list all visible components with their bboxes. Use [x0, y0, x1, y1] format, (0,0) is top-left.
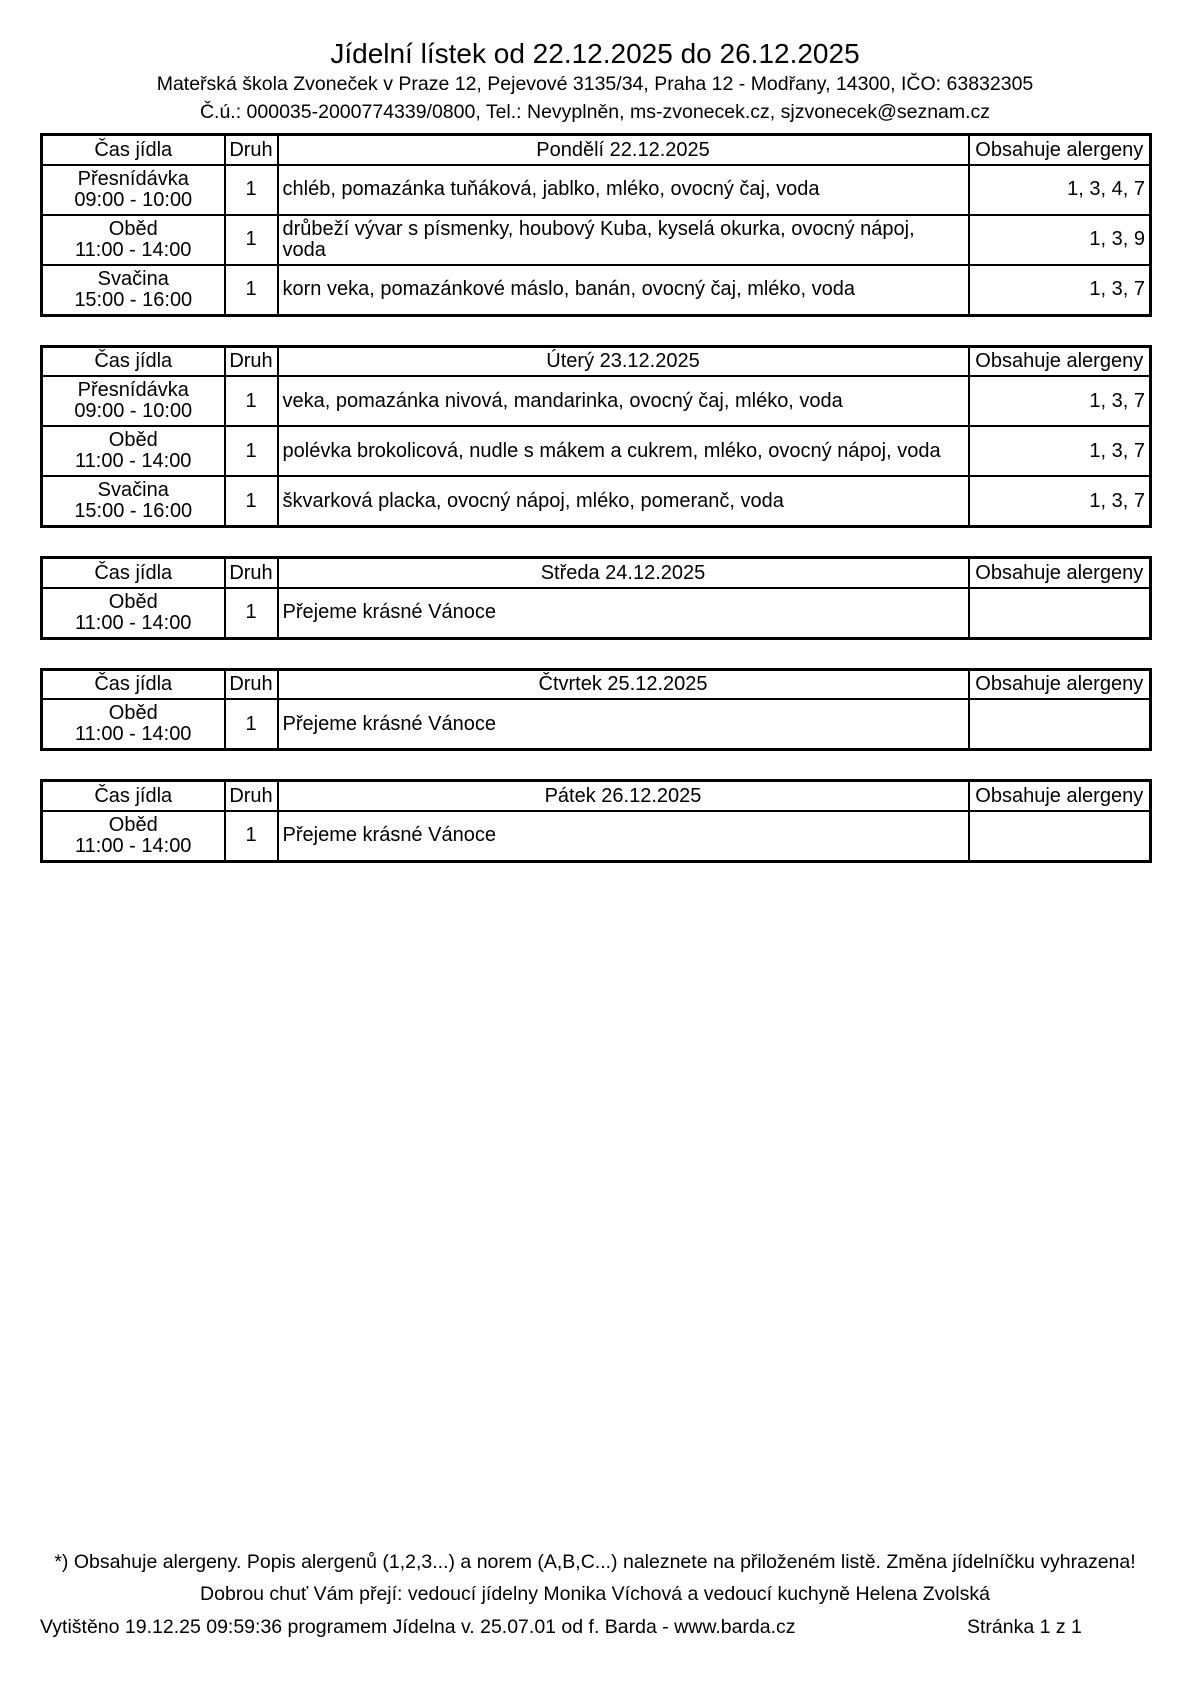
meal-row: [42, 699, 1151, 750]
day-table: [40, 779, 1152, 863]
meal-name: Oběd: [108, 590, 158, 613]
meal-time: 11:00 - 14:00: [75, 834, 192, 857]
meal-time-cell: [42, 215, 225, 265]
meal-type-cell: 1: [225, 265, 278, 316]
meal-time: 15:00 - 16:00: [74, 288, 193, 311]
col-header-allergens: Obsahuje alergeny: [969, 558, 1151, 588]
meal-type-cell: 1: [225, 699, 278, 750]
meal-name: Oběd: [108, 813, 158, 836]
meal-name: Svačina: [97, 479, 169, 501]
day-header-row: [42, 781, 1151, 811]
col-header-time: Čas jídla: [42, 669, 225, 699]
meal-time: 11:00 - 14:00: [75, 611, 192, 634]
day-header-row: [42, 346, 1151, 376]
meal-allergens-cell: [969, 588, 1151, 639]
day-title: Čtvrtek 25.12.2025: [278, 669, 969, 699]
meal-menu-cell: drůbeží vývar s písmenky, houbový Kuba, kyselá okurka, ovocný nápoj, voda: [278, 215, 969, 265]
meal-allergens-cell: [969, 811, 1151, 862]
meal-name: Přesnídávka: [77, 379, 189, 401]
meal-menu-cell: Přejeme krásné Vánoce: [278, 699, 969, 750]
school-address-line: Mateřská škola Zvoneček v Praze 12, Pejevové 3135/34, Praha 12 - Modřany, 14300, IČO: 63832305: [156, 73, 1034, 95]
meal-time-cell: [42, 426, 225, 476]
meal-menu-cell: Přejeme krásné Vánoce: [278, 588, 969, 639]
meal-time: 11:00 - 14:00: [75, 238, 192, 261]
meal-menu-cell: veka, pomazánka nivová, mandarinka, ovocný čaj, mléko, voda: [278, 376, 969, 426]
meal-name: Přesnídávka: [77, 167, 189, 190]
col-header-time: Čas jídla: [42, 558, 225, 588]
meal-type-cell: 1: [225, 215, 278, 265]
meal-row: [42, 265, 1151, 316]
col-header-allergens: Obsahuje alergeny: [969, 135, 1151, 165]
meal-row: [42, 426, 1151, 476]
day-title: Úterý 23.12.2025: [278, 346, 969, 376]
meal-allergens-cell: 1, 3, 7: [969, 476, 1151, 527]
meal-row: [42, 476, 1151, 527]
col-header-type: Druh: [225, 669, 278, 699]
footer-wish: Dobrou chuť Vám přejí: vedoucí jídelny Monika Víchová a vedoucí kuchyně Helena Zvolská: [200, 1583, 990, 1605]
day-table: [40, 556, 1152, 640]
meal-type-cell: 1: [225, 426, 278, 476]
meal-menu-cell: škvarková placka, ovocný nápoj, mléko, pomeranč, voda: [278, 476, 969, 527]
meal-time-cell: [42, 165, 225, 215]
meal-name: Oběd: [108, 217, 158, 240]
page-number: Stránka 1 z 1: [967, 1616, 1082, 1638]
meal-allergens-cell: 1, 3, 7: [969, 426, 1151, 476]
meal-time: 11:00 - 14:00: [75, 450, 192, 472]
meal-type-cell: 1: [225, 588, 278, 639]
meal-allergens-cell: 1, 3, 7: [969, 265, 1151, 316]
meal-time-cell: [42, 588, 225, 639]
meal-allergens-cell: 1, 3, 4, 7: [969, 165, 1151, 215]
col-header-allergens: Obsahuje alergeny: [969, 346, 1151, 376]
meal-name: Svačina: [97, 267, 169, 290]
col-header-allergens: Obsahuje alergeny: [969, 669, 1151, 699]
day-table: [40, 345, 1152, 529]
meal-type-cell: 1: [225, 165, 278, 215]
meal-row: [42, 165, 1151, 215]
day-header-row: [42, 558, 1151, 588]
meal-time: 11:00 - 14:00: [75, 723, 192, 745]
meal-time-cell: [42, 476, 225, 527]
meal-time: 09:00 - 10:00: [74, 400, 193, 422]
day-header-row: [42, 135, 1151, 165]
meal-type-cell: 1: [225, 476, 278, 527]
meal-time: 15:00 - 16:00: [74, 500, 193, 522]
page-title: Jídelní lístek od 22.12.2025 do 26.12.2025: [330, 38, 860, 69]
meal-menu-cell: chléb, pomazánka tuňáková, jablko, mléko, ovocný čaj, voda: [278, 165, 969, 215]
contact-line: Č.ú.: 000035-2000774339/0800, Tel.: Nevyplněn, ms-zvonecek.cz, sjzvonecek@seznam.cz: [199, 101, 991, 123]
col-header-type: Druh: [225, 135, 278, 165]
meal-menu-cell: Přejeme krásné Vánoce: [278, 811, 969, 862]
day-title: Pátek 26.12.2025: [278, 781, 969, 811]
meal-row: [42, 215, 1151, 265]
meal-time-cell: [42, 811, 225, 862]
allergen-note: *) Obsahuje alergeny. Popis alergenů (1,2,3...) a norem (A,B,C...) naleznete na přiloženém listě. Změna jídelníčku vyhrazena!: [54, 1551, 1136, 1573]
meal-name: Oběd: [108, 702, 158, 724]
meal-type-cell: 1: [225, 376, 278, 426]
meal-time-cell: [42, 376, 225, 426]
meal-menu-cell: korn veka, pomazánkové máslo, banán, ovocný čaj, mléko, voda: [278, 265, 969, 316]
meal-time: 09:00 - 10:00: [74, 188, 193, 211]
day-table: [40, 668, 1152, 752]
meal-time-cell: [42, 265, 225, 316]
meal-row: [42, 811, 1151, 862]
meal-menu-cell: polévka brokolicová, nudle s mákem a cukrem, mléko, ovocný nápoj, voda: [278, 426, 969, 476]
meal-row: [42, 376, 1151, 426]
day-table: [40, 133, 1152, 317]
day-header-row: [42, 669, 1151, 699]
col-header-time: Čas jídla: [42, 781, 225, 811]
day-title: Pondělí 22.12.2025: [278, 135, 969, 165]
col-header-type: Druh: [225, 346, 278, 376]
menu-tables: [40, 133, 1149, 891]
meal-row: [42, 588, 1151, 639]
col-header-time: Čas jídla: [42, 346, 225, 376]
col-header-type: Druh: [225, 558, 278, 588]
printed-info: Vytištěno 19.12.25 09:59:36 programem Jídelna v. 25.07.01 od f. Barda - www.barda.cz: [40, 1616, 796, 1638]
col-header-allergens: Obsahuje alergeny: [969, 781, 1151, 811]
meal-name: Oběd: [108, 429, 158, 451]
meal-time-cell: [42, 699, 225, 750]
col-header-time: Čas jídla: [42, 135, 225, 165]
meal-allergens-cell: [969, 699, 1151, 750]
meal-allergens-cell: 1, 3, 9: [969, 215, 1151, 265]
col-header-type: Druh: [225, 781, 278, 811]
day-title: Středa 24.12.2025: [278, 558, 969, 588]
meal-allergens-cell: 1, 3, 7: [969, 376, 1151, 426]
meal-type-cell: 1: [225, 811, 278, 862]
